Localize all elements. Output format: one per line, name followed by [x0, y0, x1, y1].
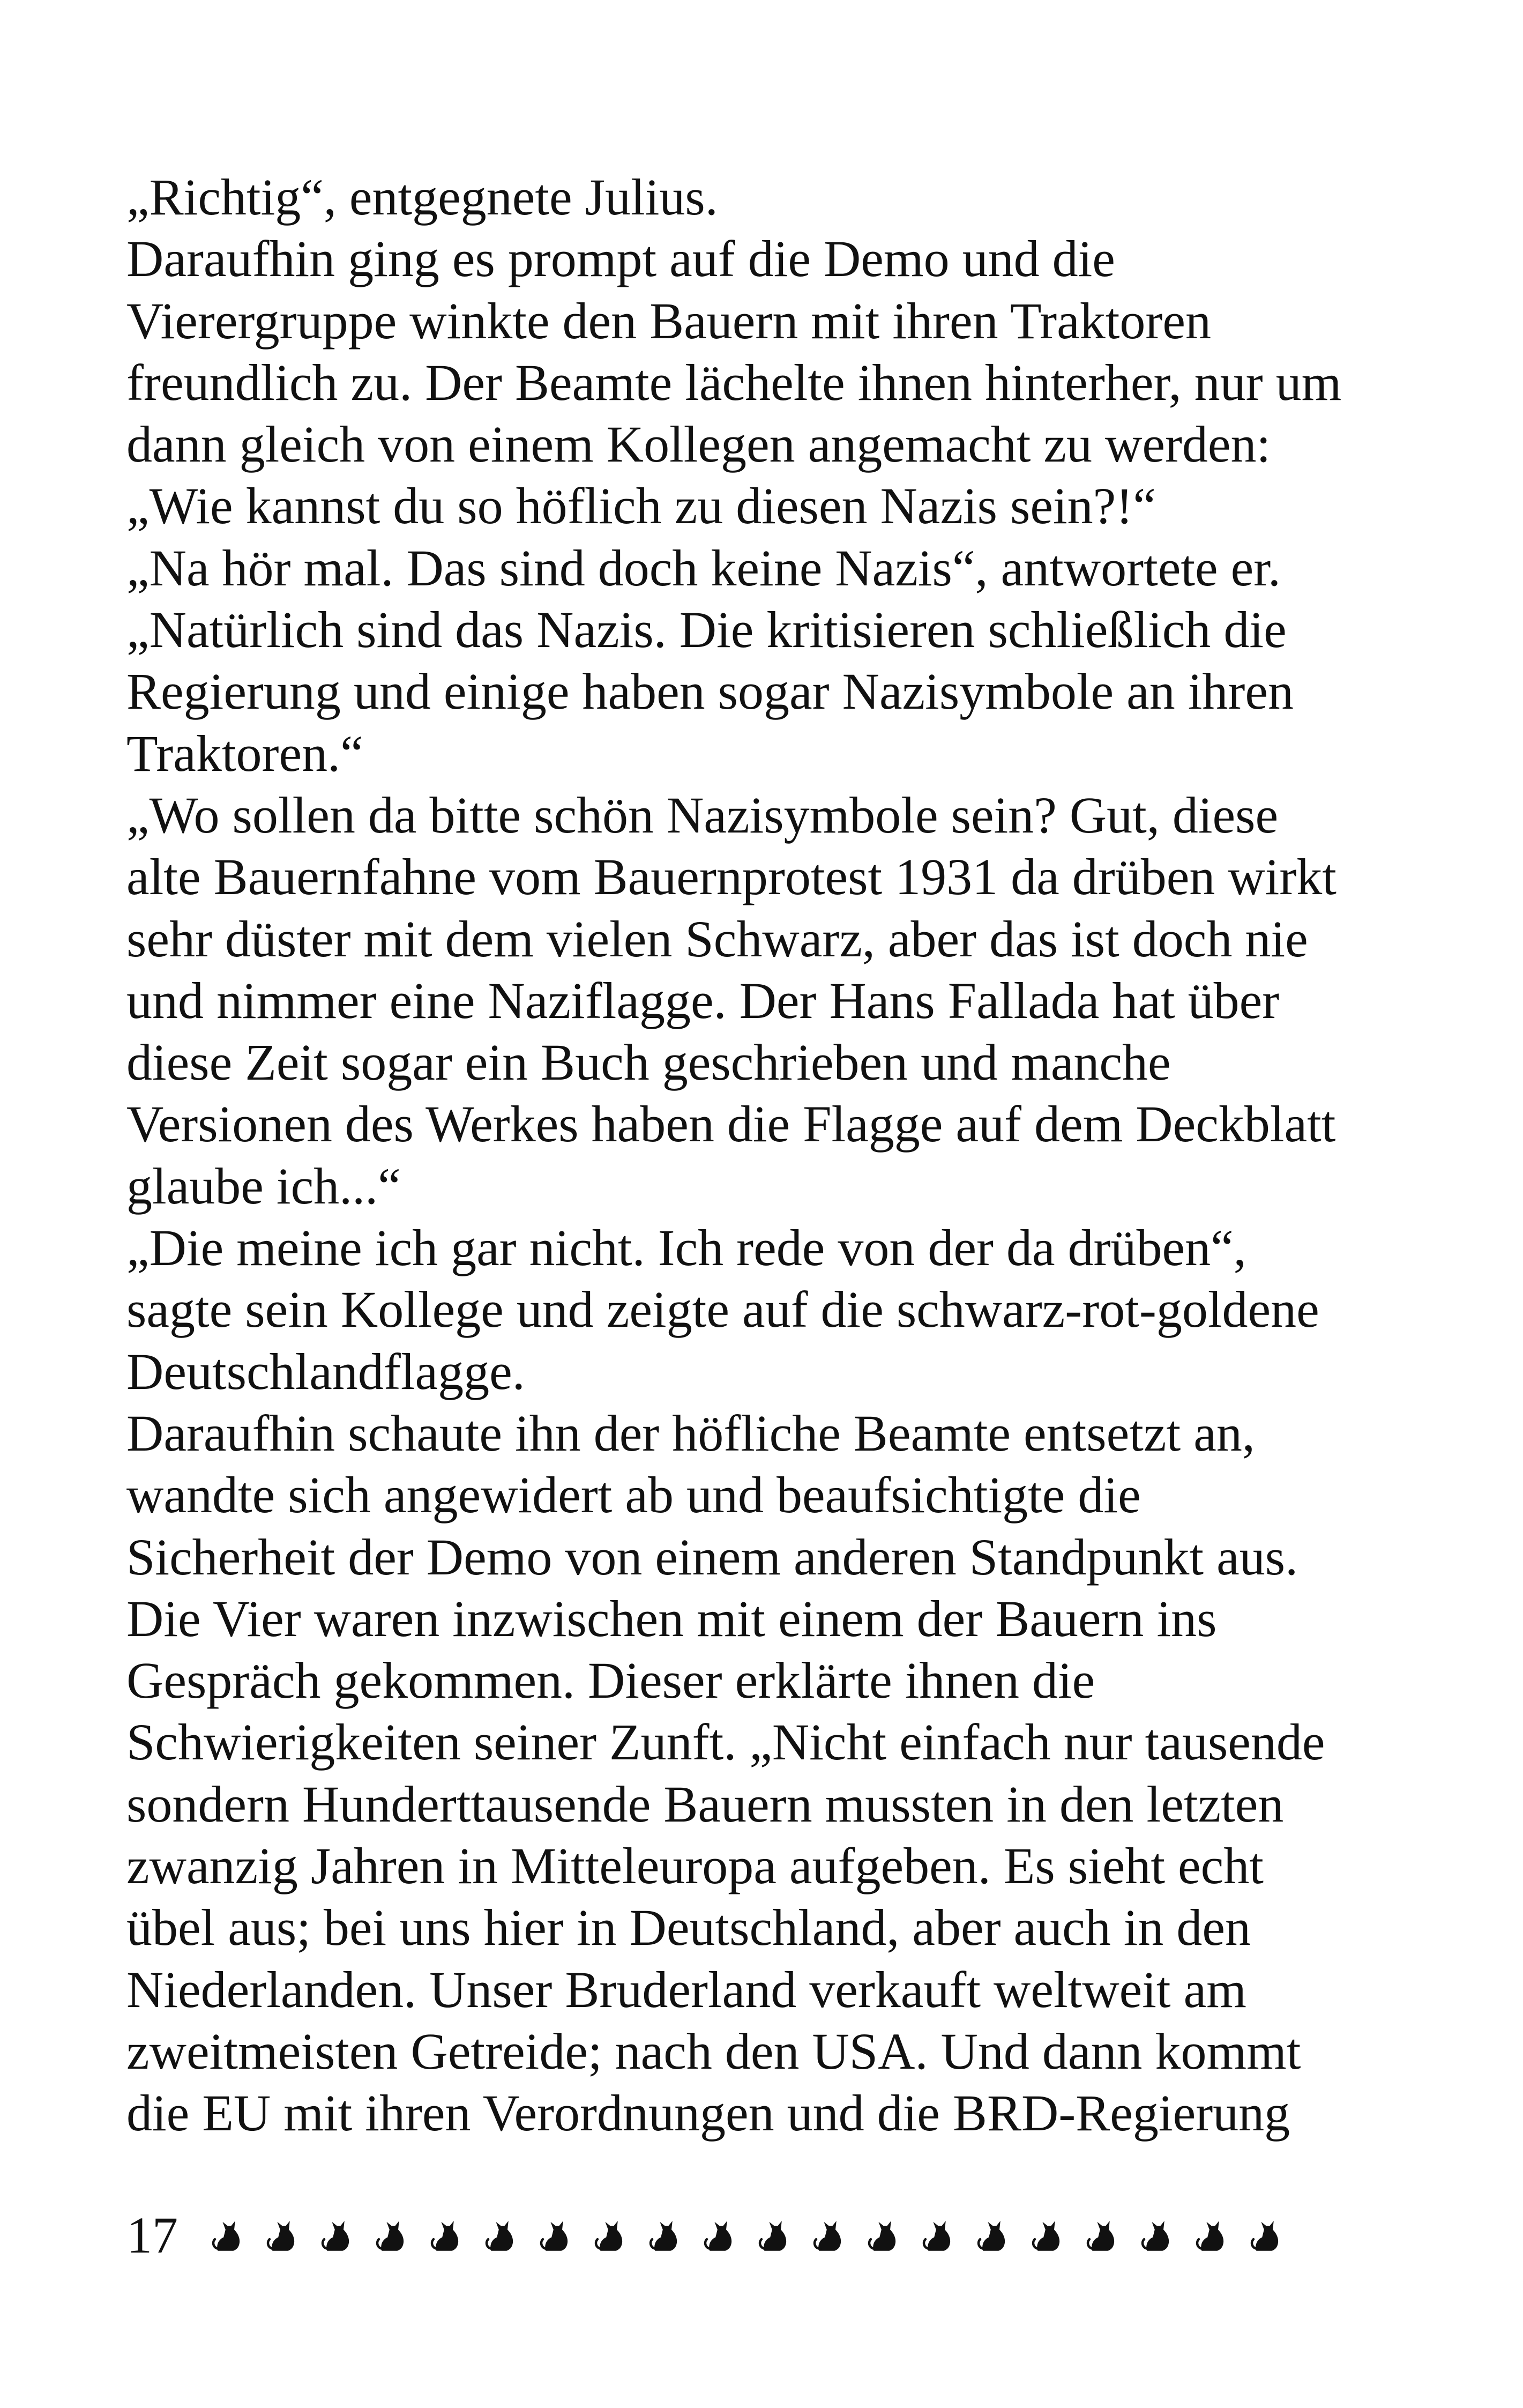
text-line: Deutschlandflagge. — [126, 1342, 525, 1400]
text-line: alte Bauernfahne vom Bauernprotest 1931 da drüben wirkt — [126, 848, 1337, 906]
text-line: „Wie kannst du so höflich zu diesen Nazis sein?!“ — [126, 477, 1156, 535]
cat-silhouette-icon — [975, 2216, 1014, 2255]
cat-silhouette-icon — [210, 2216, 249, 2255]
cat-silhouette-icon — [921, 2216, 959, 2255]
page-footer — [126, 2203, 1287, 2268]
text-line: sehr düster mit dem vielen Schwarz, aber das ist doch nie — [126, 910, 1308, 968]
text-line: Die Vier waren inzwischen mit einem der Bauern ins — [126, 1589, 1217, 1647]
text-line: Regierung und einige haben sogar Nazisymbole an ihren — [126, 663, 1294, 720]
cat-silhouette-icon — [1030, 2216, 1069, 2255]
cat-silhouette-icon — [811, 2216, 850, 2255]
text-line: zwanzig Jahren in Mitteleuropa aufgeben. Es sieht echt — [126, 1837, 1264, 1895]
page-number: 17 — [126, 2206, 178, 2264]
text-line: Versionen des Werkes haben die Flagge auf dem Deckblatt — [126, 1095, 1336, 1153]
cat-silhouette-icon — [702, 2216, 741, 2255]
cat-silhouette-icon — [1139, 2216, 1178, 2255]
text-line: „Wo sollen da bitte schön Nazisymbole sein? Gut, diese — [126, 786, 1279, 844]
cat-silhouette-icon — [319, 2216, 358, 2255]
text-line: „Na hör mal. Das sind doch keine Nazis“, antwortete er. — [126, 539, 1281, 597]
cat-silhouette-icon — [265, 2216, 303, 2255]
cat-silhouette-icon — [1085, 2216, 1123, 2255]
cat-silhouette-icon — [1249, 2216, 1287, 2255]
cat-silhouette-icon — [866, 2216, 905, 2255]
cat-silhouette-icon — [483, 2216, 522, 2255]
text-line: übel aus; bei uns hier in Deutschland, aber auch in den — [126, 1899, 1251, 1957]
cat-silhouette-icon — [757, 2216, 795, 2255]
text-line: zweitmeisten Getreide; nach den USA. Und dann kommt — [126, 2022, 1301, 2080]
cat-silhouette-icon — [538, 2216, 577, 2255]
body-text — [126, 166, 1434, 2144]
text-line: dann gleich von einem Kollegen angemacht zu werden: — [126, 415, 1271, 473]
text-line: die EU mit ihren Verordnungen und die BRD-Regierung — [126, 2084, 1290, 2142]
text-line: und nimmer eine Naziflagge. Der Hans Fallada hat über — [126, 971, 1280, 1029]
text-line: diese Zeit sogar ein Buch geschrieben und manche — [126, 1034, 1171, 1091]
text-line: sagte sein Kollege und zeigte auf die schwarz-rot-goldene — [126, 1281, 1319, 1339]
text-line: Vierergruppe winkte den Bauern mit ihren Traktoren — [126, 292, 1211, 350]
cat-silhouette-icon — [1194, 2216, 1233, 2255]
text-line: „Natürlich sind das Nazis. Die kritisieren schließlich die — [126, 601, 1287, 659]
ornament-row — [210, 2216, 1287, 2255]
cat-silhouette-icon — [593, 2216, 631, 2255]
text-line: Schwierigkeiten seiner Zunft. „Nicht einfach nur tausende — [126, 1713, 1325, 1771]
text-line: sondern Hunderttausende Bauern mussten in den letzten — [126, 1775, 1284, 1833]
text-line: glaube ich...“ — [126, 1157, 401, 1215]
cat-silhouette-icon — [374, 2216, 413, 2255]
cat-silhouette-icon — [647, 2216, 686, 2255]
text-line: Niederlanden. Unser Bruderland verkauft weltweit am — [126, 1960, 1246, 2018]
text-line: Gespräch gekommen. Dieser erklärte ihnen die — [126, 1652, 1095, 1710]
text-line: Traktoren.“ — [126, 724, 363, 782]
text-line: Sicherheit der Demo von einem anderen Standpunkt aus. — [126, 1528, 1298, 1586]
cat-silhouette-icon — [429, 2216, 467, 2255]
text-line: „Die meine ich gar nicht. Ich rede von der da drüben“, — [126, 1219, 1246, 1277]
text-line: Daraufhin ging es prompt auf die Demo und die — [126, 230, 1115, 288]
text-line: Daraufhin schaute ihn der höfliche Beamte entsetzt an, — [126, 1404, 1255, 1462]
text-line: freundlich zu. Der Beamte lächelte ihnen hinterher, nur um — [126, 353, 1342, 411]
text-line: „Richtig“, entgegnete Julius. — [126, 168, 718, 226]
text-line: wandte sich angewidert ab und beaufsichtigte die — [126, 1466, 1141, 1524]
